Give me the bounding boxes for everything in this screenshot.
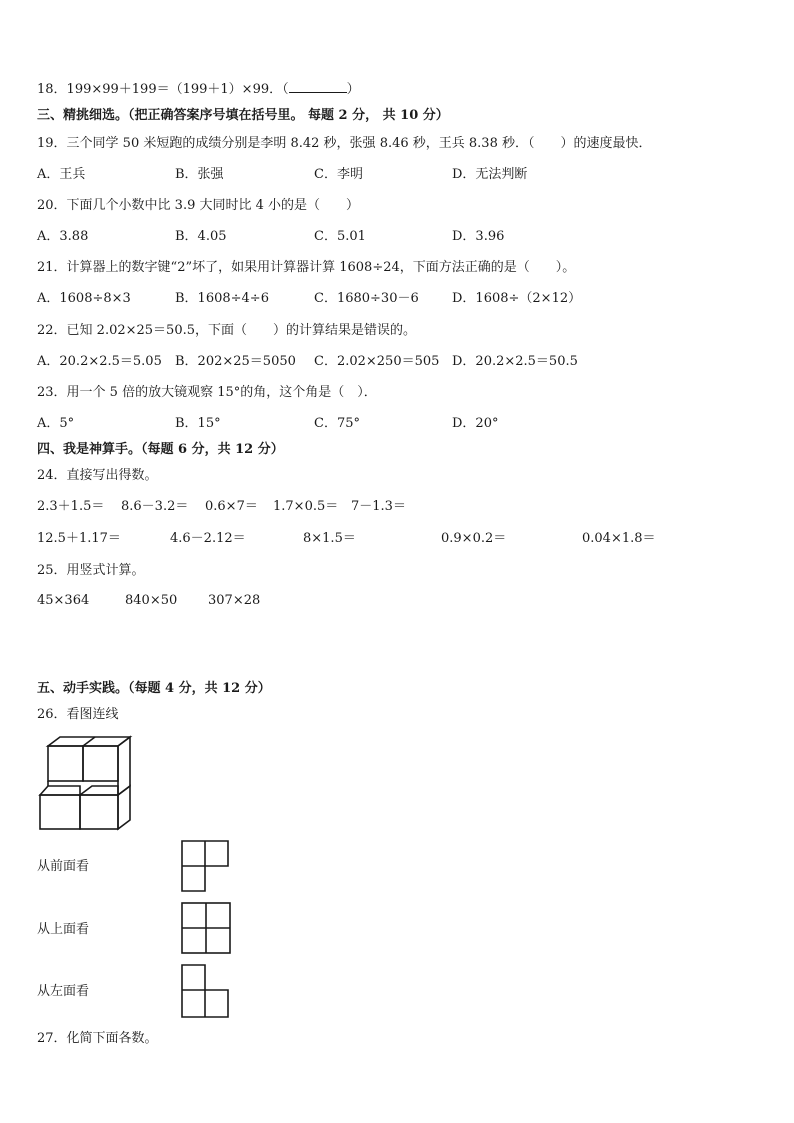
option-a[interactable]: A．3.88 — [37, 229, 89, 244]
expression: 1.7×0.5＝ — [273, 499, 339, 514]
expression: 7－1.3＝ — [351, 499, 406, 514]
option-a[interactable]: A．1608÷8×3 — [37, 291, 131, 306]
answer-blank[interactable] — [289, 80, 347, 93]
question-23-text: 23．用一个 5 倍的放大镜观察 15°的角，这个角是（ ）． — [37, 385, 377, 400]
question-18-text: 18．199×99＋199＝（199＋1）×99．（ — [37, 82, 289, 97]
view-label-left: 从左面看 — [37, 984, 90, 999]
question-24-text: 24．直接写出得数。 — [37, 468, 158, 483]
option-d[interactable]: D．无法判断 — [452, 167, 528, 182]
section-4-title: 四、我是神算手。（每题 6 分，共 12 分） — [37, 442, 284, 457]
option-b[interactable]: B．15° — [175, 416, 221, 431]
expression: 12.5＋1.17＝ — [37, 531, 121, 546]
expression: 0.04×1.8＝ — [582, 531, 656, 546]
option-b[interactable]: B．4.05 — [175, 229, 227, 244]
expression: 0.6×7＝ — [205, 499, 258, 514]
view-figure-2[interactable] — [181, 902, 231, 954]
option-d[interactable]: D．3.96 — [452, 229, 505, 244]
question-18-close: ） — [346, 82, 360, 97]
expression: 307×28 — [208, 593, 261, 608]
option-c[interactable]: C．2.02×250＝505 — [314, 354, 440, 369]
option-a[interactable]: A．5° — [37, 416, 75, 431]
question-25-text: 25．用竖式计算。 — [37, 563, 145, 578]
question-22-text: 22．已知 2.02×25＝50.5，下面（ ）的计算结果是错误的。 — [37, 323, 416, 338]
option-b[interactable]: B．202×25＝5050 — [175, 354, 296, 369]
question-20-text: 20．下面几个小数中比 3.9 大同时比 4 小的是（ ） — [37, 198, 360, 213]
question-19-text: 19．三个同学 50 米短跑的成绩分别是李明 8.42 秒，张强 8.46 秒，王兵 8.38 秒．（ ）的速度最快． — [37, 136, 652, 151]
view-label-front: 从前面看 — [37, 859, 90, 874]
option-c[interactable]: C．75° — [314, 416, 360, 431]
cube-figure — [40, 736, 130, 831]
question-26-text: 26．看图连线 — [37, 707, 119, 722]
section-5-title: 五、动手实践。（每题 4 分，共 12 分） — [37, 681, 271, 696]
option-d[interactable]: D．20.2×2.5＝50.5 — [452, 354, 578, 369]
option-a[interactable]: A．王兵 — [37, 167, 86, 182]
expression: 2.3＋1.5＝ — [37, 499, 105, 514]
expression: 840×50 — [125, 593, 178, 608]
expression: 8.6－3.2＝ — [121, 499, 189, 514]
option-c[interactable]: C．5.01 — [314, 229, 366, 244]
option-c[interactable]: C．李明 — [314, 167, 363, 182]
expression: 45×364 — [37, 593, 90, 608]
option-d[interactable]: D．1608÷（2×12） — [452, 291, 582, 306]
view-figure-1[interactable] — [181, 840, 229, 892]
question-21-text: 21．计算器上的数字键“2”坏了，如果用计算器计算 1608÷24，下面方法正确的是（ ）。 — [37, 260, 576, 275]
option-b[interactable]: B．张强 — [175, 167, 224, 182]
expression: 0.9×0.2＝ — [441, 531, 507, 546]
option-b[interactable]: B．1608÷4÷6 — [175, 291, 269, 306]
option-c[interactable]: C．1680÷30－6 — [314, 291, 419, 306]
question-18 — [37, 80, 360, 99]
option-a[interactable]: A．20.2×2.5＝5.05 — [37, 354, 162, 369]
expression: 8×1.5＝ — [303, 531, 356, 546]
view-figure-3[interactable] — [181, 964, 229, 1018]
option-d[interactable]: D．20° — [452, 416, 499, 431]
question-27-text: 27．化简下面各数。 — [37, 1031, 158, 1046]
view-label-top: 从上面看 — [37, 922, 90, 937]
section-3-title: 三、精挑细选。（把正确答案序号填在括号里。 每题 2 分， 共 10 分） — [37, 108, 449, 123]
expression: 4.6－2.12＝ — [170, 531, 246, 546]
